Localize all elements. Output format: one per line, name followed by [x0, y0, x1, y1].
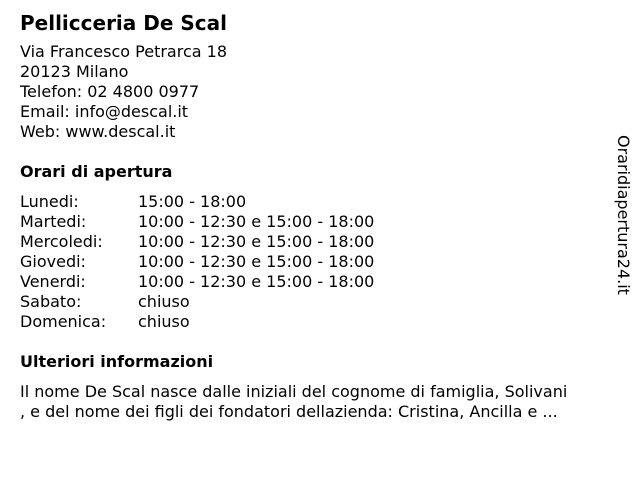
site-watermark: Oraridiapertura24.it [614, 135, 633, 295]
more-info-line: , e del nome dei figli dei fondatori dellazienda: Cristina, Ancilla e ... [20, 402, 558, 421]
address-street: Via Francesco Petrarca 18 [20, 42, 227, 61]
address-city: 20123 Milano [20, 62, 129, 81]
day-label: Domenica: [20, 312, 107, 331]
more-info-line: Il nome De Scal nasce dalle iniziali del cognome di famiglia, Solivani [20, 382, 568, 401]
day-label: Lunedi: [20, 192, 79, 211]
time-value: chiuso [138, 292, 190, 311]
day-label: Martedi: [20, 212, 87, 231]
time-value: 10:00 - 12:30 e 15:00 - 18:00 [138, 252, 375, 271]
opening-hours-table [20, 192, 610, 332]
time-value: 10:00 - 12:30 e 15:00 - 18:00 [138, 232, 375, 251]
day-label: Giovedi: [20, 252, 86, 271]
hours-row-monday [20, 192, 610, 212]
web-line: Web: www.descal.it [20, 122, 176, 141]
more-info-title: Ulteriori informazioni [20, 352, 214, 371]
business-details [20, 8, 610, 422]
hours-row-wednesday [20, 232, 610, 252]
time-value: 10:00 - 12:30 e 15:00 - 18:00 [138, 272, 375, 291]
time-value: 10:00 - 12:30 e 15:00 - 18:00 [138, 212, 375, 231]
phone-line: Telefon: 02 4800 0977 [20, 82, 200, 101]
day-label: Venerdi: [20, 272, 86, 291]
business-name: Pellicceria De Scal [20, 11, 227, 35]
hours-row-tuesday [20, 212, 610, 232]
hours-row-saturday [20, 292, 610, 312]
opening-hours-title: Orari di apertura [20, 162, 173, 181]
hours-row-sunday [20, 312, 610, 332]
hours-row-friday [20, 272, 610, 292]
day-label: Mercoledi: [20, 232, 103, 251]
time-value: 15:00 - 18:00 [138, 192, 247, 211]
time-value: chiuso [138, 312, 190, 331]
more-info-text [20, 382, 610, 422]
hours-row-thursday [20, 252, 610, 272]
email-line: Email: info@descal.it [20, 102, 189, 121]
day-label: Sabato: [20, 292, 82, 311]
